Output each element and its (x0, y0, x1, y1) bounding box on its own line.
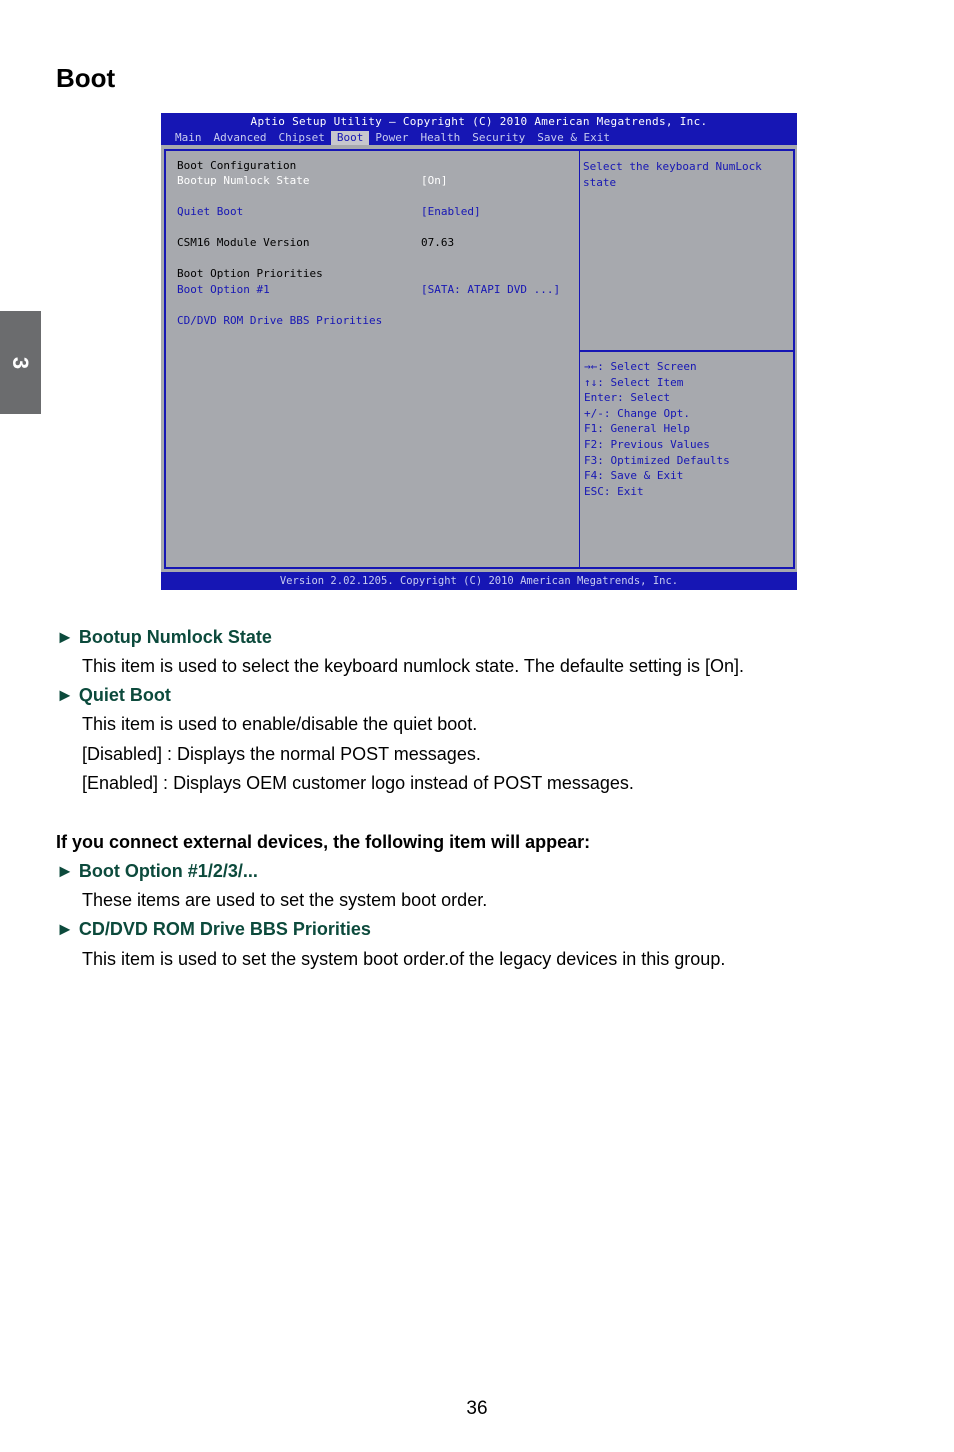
key-legend (584, 359, 730, 499)
cd-dvd-description: This item is used to set the system boot order.of the legacy devices in this group. (82, 949, 726, 969)
arrow-icon: ► (56, 919, 74, 939)
help-line: state (583, 176, 617, 189)
csm16-row (177, 236, 455, 249)
quiet-boot-description: This item is used to enable/disable the quiet boot. (82, 714, 478, 734)
key-f3: F3: Optimized Defaults (584, 453, 730, 467)
heading-text: Boot Option #1/2/3/... (78, 861, 258, 881)
boot-option-description: These items are used to set the system boot order. (82, 890, 488, 910)
tab-chipset[interactable]: Chipset (278, 131, 325, 144)
bios-title: Aptio Setup Utility – Copyright (C) 2010 American Megatrends, Inc. (250, 115, 708, 128)
quiet-boot-label: Quiet Boot (177, 205, 244, 218)
tab-power[interactable]: Power (375, 131, 409, 144)
quiet-boot-row[interactable] (177, 205, 481, 218)
tab-main[interactable]: Main (175, 131, 202, 144)
bios-tab-bar (169, 131, 616, 145)
cd-dvd-heading (56, 919, 371, 940)
bootup-numlock-row[interactable] (177, 174, 448, 187)
bootup-numlock-heading (56, 627, 272, 648)
page-title: Boot (56, 63, 116, 93)
arrow-icon: ► (56, 861, 74, 881)
tab-security[interactable]: Security (472, 131, 526, 144)
csm16-value: 07.63 (421, 236, 455, 249)
external-devices-note: If you connect external devices, the following item will appear: (56, 832, 591, 852)
heading-text: Quiet Boot (78, 685, 171, 705)
bootup-numlock-description: This item is used to select the keyboard numlock state. The defaulte setting is [On]. (82, 656, 745, 676)
key-enter: Enter: Select (584, 391, 671, 405)
boot-option-1-label: Boot Option #1 (177, 283, 270, 296)
quiet-boot-heading (56, 685, 171, 706)
csm16-label: CSM16 Module Version (177, 236, 310, 249)
bios-body (164, 149, 795, 569)
heading-text: Bootup Numlock State (78, 627, 272, 647)
chapter-tab (0, 311, 41, 414)
bios-screenshot (161, 113, 797, 590)
bootup-numlock-value: [On] (421, 174, 448, 187)
bootup-numlock-label: Bootup Numlock State (177, 174, 310, 187)
key-change-opt: +/-: Change Opt. (584, 406, 690, 420)
bios-divider (579, 151, 580, 567)
arrow-icon: ► (56, 627, 74, 647)
boot-configuration-heading: Boot Configuration (177, 159, 297, 172)
boot-option-priorities-heading: Boot Option Priorities (177, 267, 323, 280)
boot-option-heading (56, 861, 258, 882)
help-text (583, 159, 783, 191)
quiet-boot-disabled: [Disabled] : Displays the normal POST messages. (82, 744, 481, 764)
bios-footer: Version 2.02.1205. Copyright (C) 2010 American Megatrends, Inc. (161, 572, 797, 590)
key-f1: F1: General Help (584, 422, 690, 436)
boot-option-1-row[interactable] (177, 283, 561, 296)
quiet-boot-enabled: [Enabled] : Displays OEM customer logo instead of POST messages. (82, 773, 634, 793)
tab-boot[interactable]: Boot (331, 131, 370, 145)
tab-advanced[interactable]: Advanced (213, 131, 267, 144)
help-line: Select the keyboard NumLock (583, 160, 762, 173)
page-number: 36 (466, 1398, 488, 1419)
bios-header (161, 113, 797, 145)
tab-save-exit[interactable]: Save & Exit (537, 131, 611, 144)
key-esc: ESC: Exit (584, 484, 644, 498)
tab-health[interactable]: Health (420, 131, 461, 144)
key-select-screen: →←: Select Screen (584, 360, 697, 373)
arrow-icon: ► (56, 685, 74, 705)
key-select-item: ↑↓: Select Item (584, 375, 684, 389)
chapter-number: 3 (8, 356, 34, 369)
bios-help-divider (580, 350, 793, 352)
key-f4: F4: Save & Exit (584, 469, 684, 483)
key-f2: F2: Previous Values (584, 437, 710, 451)
cd-dvd-bbs-row[interactable]: CD/DVD ROM Drive BBS Priorities (177, 314, 383, 327)
quiet-boot-value: [Enabled] (421, 205, 481, 218)
heading-text: CD/DVD ROM Drive BBS Priorities (78, 919, 371, 939)
boot-option-1-value: [SATA: ATAPI DVD ...] (421, 283, 561, 296)
